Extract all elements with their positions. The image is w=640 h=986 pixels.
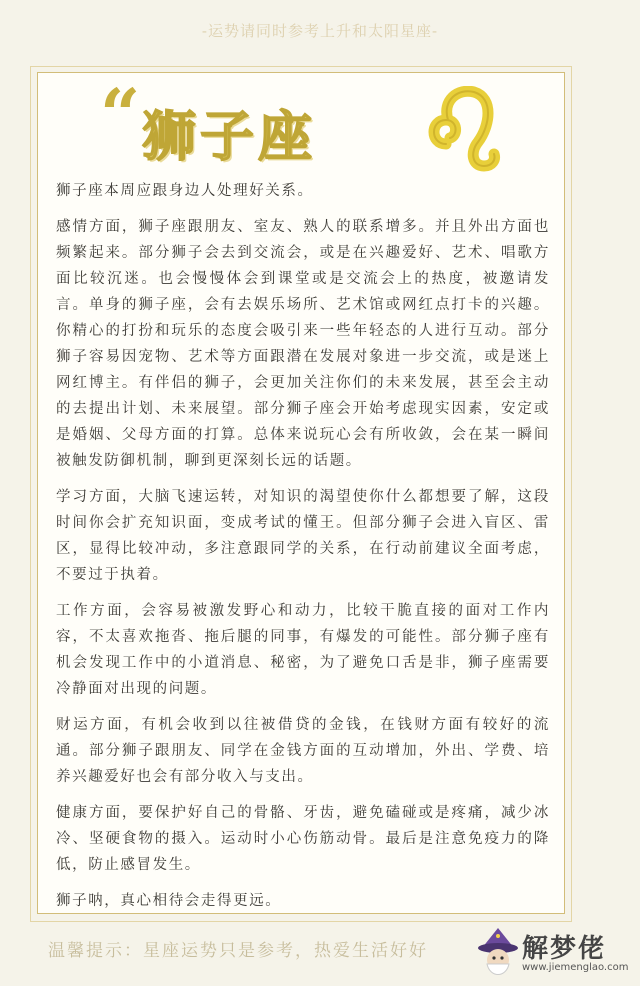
watermark-title: 解梦佬 [522,934,607,964]
quote-mark: “ [100,73,141,156]
title-row [62,73,552,170]
paragraph-work: 工作方面，会容易被激发野心和动力，比较干脆直接的面对工作内容，不太喜欢拖沓、拖后腿的同事，有爆发的可能性。部分狮子座有机会发现工作中的小道消息、秘密，为了避免口舌是非，狮子座需要冷静面对出现的问题。 [56,603,550,697]
paragraph-intro: 狮子座本周应跟身边人处理好关系。 [56,183,314,199]
footer-tip: 温馨提示：星座运势只是参考，热爱生活好好 [48,941,428,961]
paragraph-health: 健康方面，要保护好自己的骨骼、牙齿，避免磕碰或是疼痛，减少冰冷、坚硬食物的摄入。运动时小心伤筋动骨。最后是注意免疫力的降低，防止感冒发生。 [56,805,550,873]
paragraph-study: 学习方面，大脑飞速运转，对知识的渴望使你什么都想要了解，这段时间你会扩充知识面，变成考试的懂王。但部分狮子会进入盲区、雷区，显得比较冲动，多注意跟同学的关系，在行动前建议全面考虑，不要过于执着。 [56,489,550,583]
page-title: 狮子座 [142,105,316,168]
paragraph-wealth: 财运方面，有机会收到以往被借贷的金钱，在钱财方面有较好的流通。部分狮子跟朋友、同学在金钱方面的互动增加，外出、学费、培养兴趣爱好也会有部分收入与支出。 [56,717,550,785]
paragraph-closing: 狮子呐，真心相待会走得更远。 [56,893,282,909]
article-body [56,178,550,924]
wizard-mascot-icon [474,926,522,980]
watermark-url: www.jiemenglao.com [522,962,629,973]
leo-symbol-icon [424,86,504,176]
paragraph-love: 感情方面，狮子座跟朋友、室友、熟人的联系增多。并且外出方面也频繁起来。部分狮子会去到交流会，或是在兴趣爱好、艺术、唱歌方面比较沉迷。也会慢慢体会到课堂或是交流会上的热度，被邀请发言。单身的狮子座，会有去娱乐场所、艺术馆或网红点打卡的兴趣。你精心的打扮和玩乐的态度会吸引来一些年轻态的人进行互动。部分狮子容易因宠物、艺术等方面跟潜在发展对象进一步交流，或是迷上网红博主。有伴侣的狮子，会更加关注你们的未来发展，甚至会主动的去提出计划、未来展望。部分狮子座会开始考虑现实因素，安定或是婚姻、父母方面的打算。总体来说玩心会有所收敛，会在某一瞬间被触发防御机制，聊到更深刻长远的话题。 [56,219,550,469]
top-banner: -运势请同时参考上升和太阳星座- [201,22,439,40]
site-watermark [470,924,640,984]
